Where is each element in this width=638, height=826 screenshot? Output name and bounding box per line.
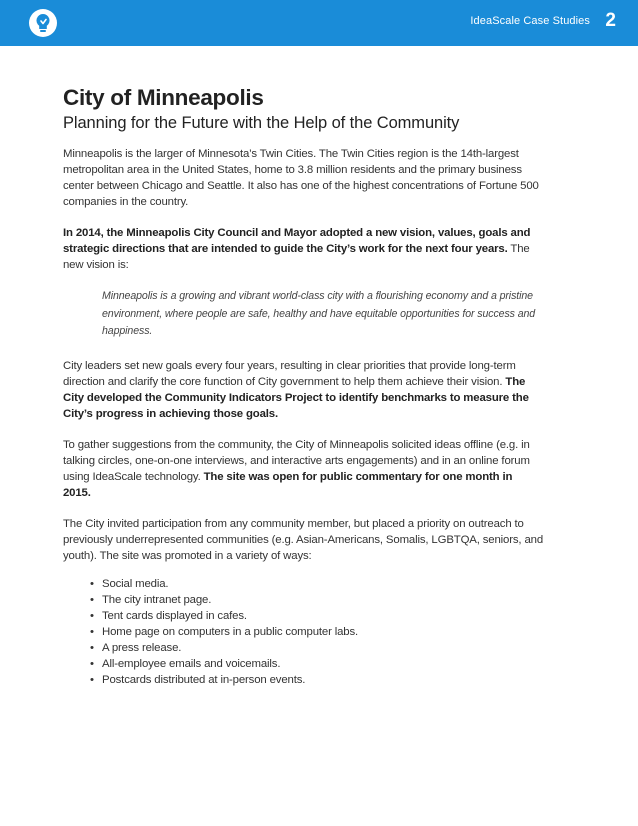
promotion-list bbox=[63, 576, 543, 688]
page-title: City of Minneapolis bbox=[63, 85, 264, 110]
list-item: • The city intranet page. bbox=[90, 592, 543, 608]
vision-bold-text: In 2014, the Minneapolis City Council and Mayor adopted a new vision, values, goals and strategic directions that are intended to guide the City’s work for the next four years. bbox=[63, 227, 531, 255]
list-item: • All-employee emails and voicemails. bbox=[90, 656, 543, 672]
suggestions-bold-text: The site was open for public commentary for one month in 2015. bbox=[63, 470, 513, 499]
article-body bbox=[63, 84, 543, 688]
lightbulb-icon bbox=[28, 8, 58, 38]
page-header bbox=[0, 0, 638, 46]
paragraph-suggestions bbox=[63, 437, 543, 501]
paragraph-vision bbox=[63, 225, 543, 273]
header-brand: IdeaScale Case Studies bbox=[470, 15, 590, 27]
list-item: • Postcards distributed at in-person events. bbox=[90, 672, 543, 688]
page-subtitle: Planning for the Future with the Help of the Community bbox=[63, 114, 460, 132]
vision-rest-text: The new vision is: bbox=[63, 243, 530, 271]
list-item: • Social media. bbox=[90, 576, 543, 592]
paragraph-intro: Minneapolis is the larger of Minnesota’s Twin Cities. The Twin Cities region is the 14th-largest metropolitan area in the United States, home to 3.8 million residents and the primary business center between Chicago and Seattle. It also has one of the highest concentrations of Fortune 500 companies in the country. bbox=[63, 148, 539, 208]
goals-bold-text: The City developed the Community Indicators Project to identify benchmarks to measure the City’s progress in achieving those goals. bbox=[63, 375, 529, 420]
list-item: • A press release. bbox=[90, 640, 543, 656]
list-item: • Tent cards displayed in cafes. bbox=[90, 608, 543, 624]
paragraph-participation: The City invited participation from any community member, but placed a priority on outreach to previously underrepresented communities (e.g. Asian-Americans, Somalis, LGBTQA, seniors, and youth). The site was promoted in a variety of ways: bbox=[63, 517, 544, 562]
paragraph-goals bbox=[63, 358, 543, 422]
suggestions-text: To gather suggestions from the community, the City of Minneapolis solicited ideas offline (e.g. in talking circles, one-on-one interviews, and interactive arts engagements) and in an online forum using IdeaScale technology. bbox=[63, 438, 530, 483]
page-number: 2 bbox=[605, 10, 616, 31]
goals-text: City leaders set new goals every four years, resulting in clear priorities that provide long-term direction and clarify the core function of City government to help them achieve their vision. bbox=[63, 359, 516, 388]
vision-quote: Minneapolis is a growing and vibrant world-class city with a flourishing economy and a pristine environment, where people are safe, healthy and have equitable opportunities for success and happiness. bbox=[102, 290, 536, 337]
list-item: • Home page on computers in a public computer labs. bbox=[90, 624, 543, 640]
